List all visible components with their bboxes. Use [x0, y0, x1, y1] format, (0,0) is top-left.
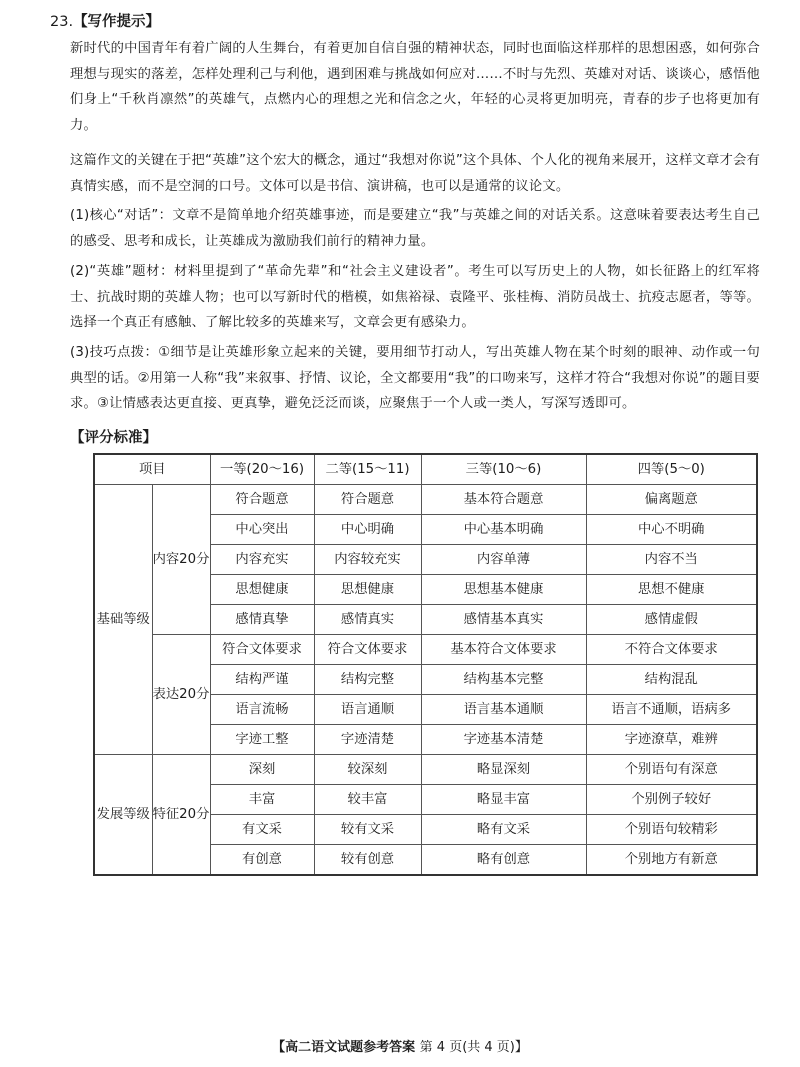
grade-cell: 较有创意 [314, 845, 421, 876]
grade-cell: 思想健康 [210, 575, 314, 605]
header-grade-4: 四等(5～0) [586, 454, 757, 485]
grade-cell: 个别地方有新意 [586, 845, 757, 876]
grade-cell: 符合文体要求 [210, 635, 314, 665]
paragraph-point-3: (3)技巧点拨：①细节是让英雄形象立起来的关键，要用细节打动人，写出英雄人物在某个时刻的眼神、动作或一句典型的话。②用第一人称“我”来叙事、抒情、议论，全文都要用“我”的口吻来写，这样才符合“我想对你说”的题目要求。③让情感表达更直接、更真挚，避免泛泛而谈，应聚焦于一个人或一类人，写深写透即可。 [70, 345, 760, 411]
grade-cell: 深刻 [210, 755, 314, 785]
content-label: 内容20分 [152, 485, 210, 635]
grade-cell: 内容单薄 [421, 545, 586, 575]
grade-cell: 略有文采 [421, 815, 586, 845]
grade-cell: 符合文体要求 [314, 635, 421, 665]
development-level-label: 发展等级 [94, 755, 152, 876]
grade-cell: 结构完整 [314, 665, 421, 695]
paragraph-point-2: (2)“英雄”题材：材料里提到了“革命先辈”和“社会主义建设者”。考生可以写历史上的人物，如长征路上的红军将士、抗战时期的英雄人物；也可以写新时代的楷模，如焦裕禄、袁隆平、张桂梅、消防员战士、抗疫志愿者，等等。选择一个真正有感触、了解比较多的英雄来写，文章会更有感染力。 [70, 264, 760, 330]
grade-cell: 中心不明确 [586, 515, 757, 545]
grade-cell: 略有创意 [421, 845, 586, 876]
grade-cell: 中心基本明确 [421, 515, 586, 545]
grade-cell: 思想不健康 [586, 575, 757, 605]
grade-cell: 字迹清楚 [314, 725, 421, 755]
scoring-heading: 【评分标准】 [70, 430, 157, 446]
header-grade-2: 二等(15～11) [314, 454, 421, 485]
expression-label: 表达20分 [152, 635, 210, 755]
grade-cell: 基本符合文体要求 [421, 635, 586, 665]
question-number: 23. [50, 14, 74, 30]
paragraph-key: 这篇作文的关键在于把“英雄”这个宏大的概念，通过“我想对你说”这个具体、个人化的视角来展开，这样文章才会有真情实感，而不是空洞的口号。文体可以是书信、演讲稿，也可以是通常的议论文。 [70, 153, 760, 194]
grade-cell: 基本符合题意 [421, 485, 586, 515]
grade-cell: 较深刻 [314, 755, 421, 785]
question-heading [50, 10, 160, 31]
grade-cell: 字迹基本清楚 [421, 725, 586, 755]
table-row [94, 635, 757, 665]
grade-cell: 语言基本通顺 [421, 695, 586, 725]
grade-cell: 较有文采 [314, 815, 421, 845]
grade-cell: 有创意 [210, 845, 314, 876]
grade-cell: 感情基本真实 [421, 605, 586, 635]
scoring-table [93, 453, 758, 876]
grade-cell: 不符合文体要求 [586, 635, 757, 665]
writing-tips-label: 【写作提示】 [73, 14, 161, 30]
grade-cell: 语言流畅 [210, 695, 314, 725]
grade-cell: 语言不通顺，语病多 [586, 695, 757, 725]
page-footer [0, 1036, 800, 1055]
table-row [94, 485, 757, 515]
grade-cell: 较丰富 [314, 785, 421, 815]
paragraph-intro: 新时代的中国青年有着广阔的人生舞台，有着更加自信自强的精神状态，同时也面临这样那样的思想困惑，如何弥合理想与现实的落差，怎样处理利己与利他，遇到困难与挑战如何应对……不时与先烈、英雄对对话、谈谈心，感悟他们身上“千秋肖凛然”的英雄气，点燃内心的理想之光和信念之火，年轻的心灵将更加明亮，青春的步子也将更加有力。 [70, 41, 760, 133]
grade-cell: 略显丰富 [421, 785, 586, 815]
grade-cell: 有文采 [210, 815, 314, 845]
header-grade-1: 一等(20～16) [210, 454, 314, 485]
grade-cell: 字迹工整 [210, 725, 314, 755]
grade-cell: 思想健康 [314, 575, 421, 605]
grade-cell: 结构基本完整 [421, 665, 586, 695]
grade-cell: 中心突出 [210, 515, 314, 545]
basic-level-label: 基础等级 [94, 485, 152, 755]
feature-label: 特征20分 [152, 755, 210, 876]
grade-cell: 个别语句较精彩 [586, 815, 757, 845]
grade-cell: 中心明确 [314, 515, 421, 545]
grade-cell: 感情真挚 [210, 605, 314, 635]
header-item: 项目 [94, 454, 210, 485]
grade-cell: 丰富 [210, 785, 314, 815]
grade-cell: 个别例子较好 [586, 785, 757, 815]
grade-cell: 内容不当 [586, 545, 757, 575]
grade-cell: 内容充实 [210, 545, 314, 575]
table-header-row [94, 454, 757, 485]
paragraph-point-1: (1)核心“对话”：文章不是简单地介绍英雄事迹，而是要建立“我”与英雄之间的对话关系。这意味着要表达考生自己的感受、思考和成长，让英雄成为激励我们前行的精神力量。 [70, 208, 760, 249]
grade-cell: 略显深刻 [421, 755, 586, 785]
footer-page: 第 4 页(共 4 页)】 [419, 1040, 528, 1055]
grade-cell: 结构混乱 [586, 665, 757, 695]
grade-cell: 结构严谨 [210, 665, 314, 695]
grade-cell: 语言通顺 [314, 695, 421, 725]
grade-cell: 字迹潦草，难辨 [586, 725, 757, 755]
header-grade-3: 三等(10～6) [421, 454, 586, 485]
grade-cell: 偏离题意 [586, 485, 757, 515]
grade-cell: 感情真实 [314, 605, 421, 635]
grade-cell: 感情虚假 [586, 605, 757, 635]
grade-cell: 思想基本健康 [421, 575, 586, 605]
grade-cell: 个别语句有深意 [586, 755, 757, 785]
footer-title: 【高二语文试题参考答案 [272, 1040, 416, 1055]
grade-cell: 符合题意 [314, 485, 421, 515]
grade-cell: 内容较充实 [314, 545, 421, 575]
table-row [94, 755, 757, 785]
grade-cell: 符合题意 [210, 485, 314, 515]
